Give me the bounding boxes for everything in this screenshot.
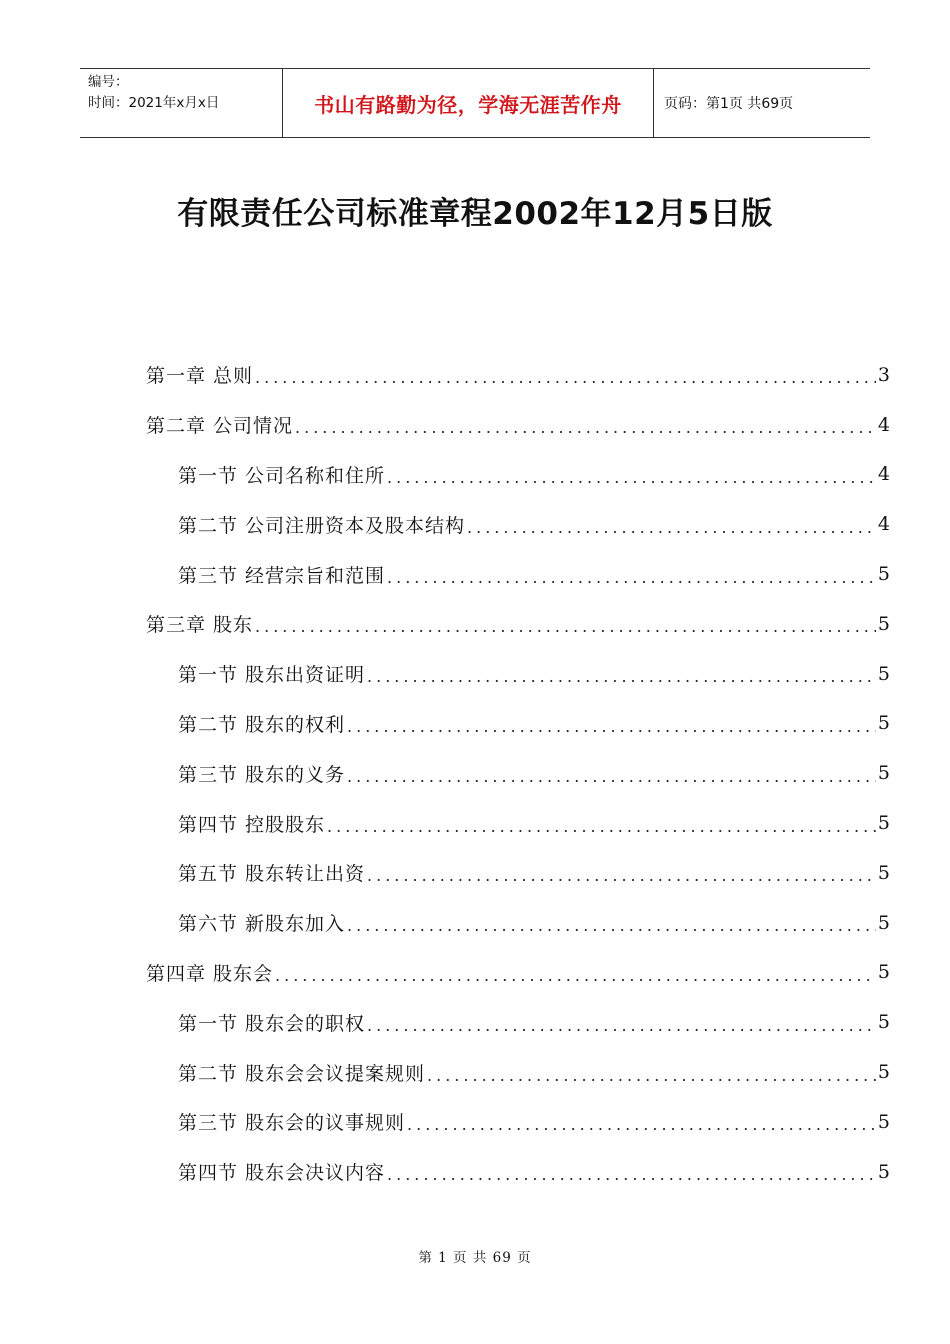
toc-entry-page: 5	[877, 612, 890, 635]
toc-entry-label: 第五节 股东转让出资	[178, 863, 366, 886]
toc-entry-label: 第三节 经营宗旨和范围	[178, 564, 386, 587]
toc-leader-dots	[347, 916, 876, 935]
toc-leader-dots	[327, 817, 876, 836]
toc-entry-label: 第一节 股东会的职权	[178, 1012, 366, 1035]
toc-entry-section[interactable]	[146, 649, 890, 699]
toc-leader-dots	[387, 468, 876, 487]
table-of-contents	[146, 350, 890, 1197]
toc-entry-section[interactable]	[146, 997, 890, 1047]
toc-leader-dots	[467, 518, 876, 537]
toc-entry-page: 5	[877, 712, 890, 735]
toc-entry-label: 第三章 股东	[146, 614, 254, 637]
header-page-info: 页码：第1页 共69页	[664, 96, 794, 112]
toc-entry-page: 5	[877, 762, 890, 785]
toc-entry-page: 5	[877, 1061, 890, 1084]
toc-entry-section[interactable]	[146, 848, 890, 898]
toc-entry-label: 第一节 公司名称和住所	[178, 464, 386, 487]
toc-entry-section[interactable]	[146, 549, 890, 599]
header-meta	[80, 69, 282, 137]
toc-leader-dots	[255, 617, 876, 636]
toc-entry-page: 5	[877, 1110, 890, 1133]
page-header	[80, 68, 870, 138]
toc-entry-label: 第二节 公司注册资本及股本结构	[178, 514, 466, 537]
toc-entry-chapter-1[interactable]	[146, 350, 890, 400]
document-title: 有限责任公司标准章程2002年12月5日版	[177, 196, 773, 232]
toc-entry-label: 第一节 股东出资证明	[178, 664, 366, 687]
toc-leader-dots	[255, 368, 876, 387]
header-motto: 书山有路勤为径，学海无涯苦作舟	[282, 69, 654, 137]
toc-entry-section[interactable]	[146, 699, 890, 749]
toc-leader-dots	[427, 1066, 876, 1085]
toc-leader-dots	[407, 1115, 876, 1134]
toc-leader-dots	[347, 717, 876, 736]
toc-entry-page: 4	[877, 413, 890, 436]
toc-entry-section[interactable]	[146, 499, 890, 549]
toc-entry-label: 第四节 控股股东	[178, 813, 326, 836]
toc-entry-label: 第六节 新股东加入	[178, 913, 346, 936]
toc-leader-dots	[387, 1165, 876, 1184]
toc-leader-dots	[275, 966, 876, 985]
toc-entry-label: 第二节 股东的权利	[178, 713, 346, 736]
document-number-label: 编号：	[88, 74, 129, 90]
toc-entry-chapter-2[interactable]	[146, 400, 890, 450]
toc-leader-dots	[295, 418, 876, 437]
toc-entry-section[interactable]	[146, 450, 890, 500]
toc-leader-dots	[367, 866, 876, 885]
toc-leader-dots	[367, 1016, 876, 1035]
toc-entry-page: 3	[877, 363, 890, 386]
toc-entry-section[interactable]	[146, 1147, 890, 1197]
toc-entry-label: 第二节 股东会会议提案规则	[178, 1062, 426, 1085]
toc-entry-page: 4	[877, 463, 890, 486]
toc-entry-page: 5	[877, 1011, 890, 1034]
toc-leader-dots	[347, 767, 876, 786]
toc-entry-section[interactable]	[146, 748, 890, 798]
toc-entry-page: 5	[877, 563, 890, 586]
toc-entry-section[interactable]	[146, 798, 890, 848]
toc-entry-label: 第三节 股东的义务	[178, 763, 346, 786]
toc-entry-page: 5	[877, 961, 890, 984]
toc-leader-dots	[387, 568, 876, 587]
toc-entry-chapter-4[interactable]	[146, 948, 890, 998]
document-time-label: 时间：2021年x月x日	[88, 95, 220, 111]
toc-entry-section[interactable]	[146, 1047, 890, 1097]
toc-entry-page: 4	[877, 513, 890, 536]
toc-entry-page: 5	[877, 861, 890, 884]
toc-entry-label: 第四节 股东会决议内容	[178, 1162, 386, 1185]
toc-entry-section[interactable]	[146, 898, 890, 948]
toc-entry-label: 第一章 总则	[146, 365, 254, 388]
toc-entry-page: 5	[877, 662, 890, 685]
toc-entry-label: 第二章 公司情况	[146, 415, 294, 438]
toc-leader-dots	[367, 667, 876, 686]
toc-entry-label: 第四章 股东会	[146, 962, 274, 985]
toc-entry-page: 5	[877, 812, 890, 835]
toc-entry-page: 5	[877, 1160, 890, 1183]
page-footer: 第 1 页 共 69 页	[418, 1250, 532, 1266]
toc-entry-page: 5	[877, 911, 890, 934]
toc-entry-section[interactable]	[146, 1097, 890, 1147]
toc-entry-chapter-3[interactable]	[146, 599, 890, 649]
toc-entry-label: 第三节 股东会的议事规则	[178, 1112, 406, 1135]
